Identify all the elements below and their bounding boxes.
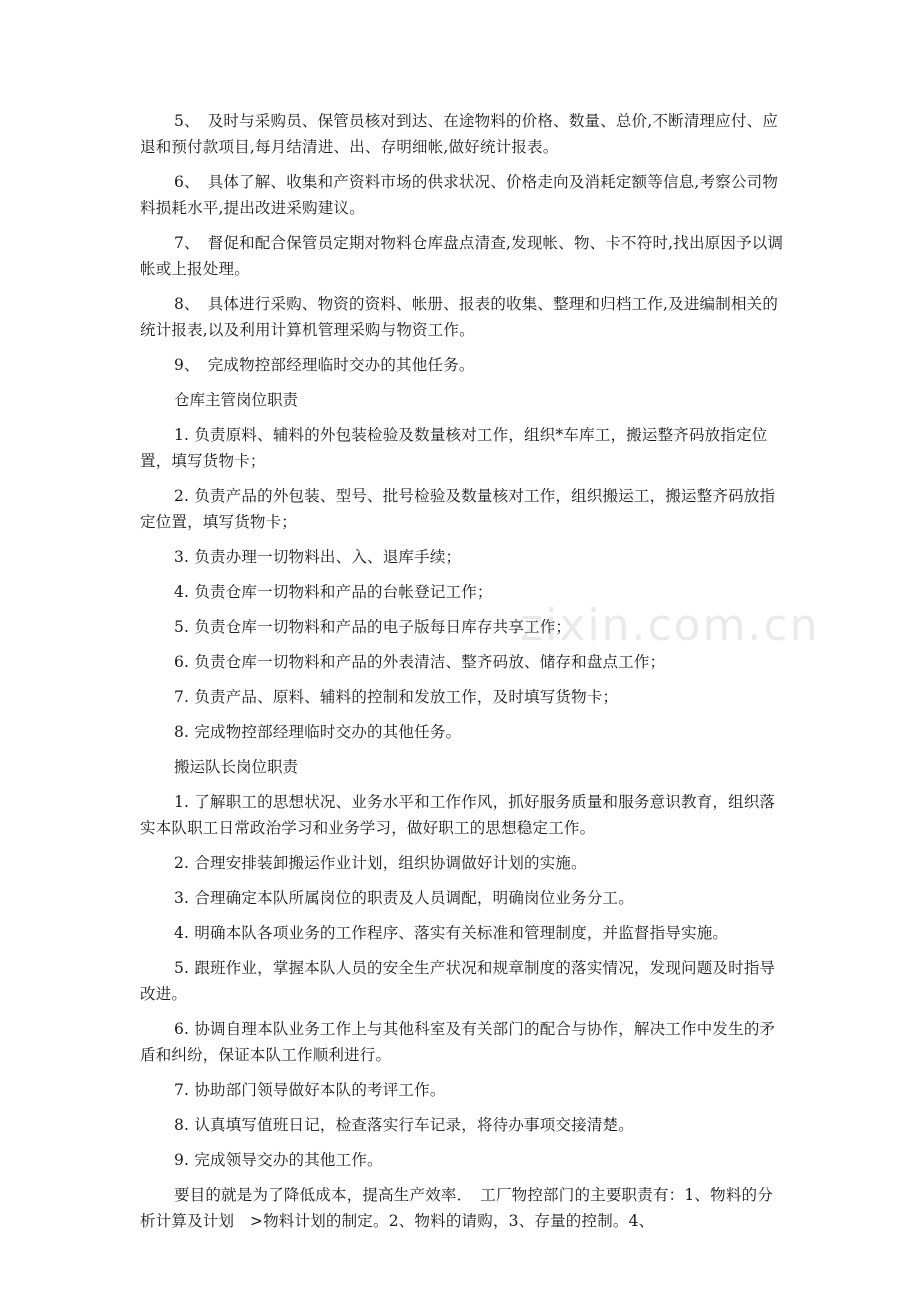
closing-paragraph: 要目的就是为了降低成本，提高生产效率． 工厂物控部门的主要职责有：1、物料的分析计算及计划 >物料计划的制定。2、物料的请购，3、存量的控制。4、 <box>140 1186 773 1230</box>
list-item: 1. 了解职工的思想状况、业务水平和工作作风，抓好服务质量和服务意识教育，组织落实本队职工日常政治学习和业务学习，做好职工的思想稳定工作。 <box>140 793 776 837</box>
list-item: 2. 合理安排装卸搬运作业计划，组织协调做好计划的实施。 <box>174 854 587 872</box>
section-title: 搬运队长岗位职责 <box>174 758 299 776</box>
list-item: 5. 跟班作业，掌握本队人员的安全生产状况和规章制度的落实情况，发现问题及时指导改进。 <box>140 959 776 1003</box>
document-body <box>140 108 788 1243</box>
list-item: 6. 协调自理本队业务工作上与其他科室及有关部门的配合与协作，解决工作中发生的矛盾和纠纷，保证本队工作顺利进行。 <box>140 1020 776 1064</box>
list-item: 4. 明确本队各项业务的工作程序、落实有关标准和管理制度，并监督指导实施。 <box>174 924 729 942</box>
list-item: 2. 负责产品的外包装、型号、批号检验及数量核对工作，组织搬运工，搬运整齐码放指定位置，填写货物卡； <box>140 487 776 531</box>
section-porter-team-leader <box>140 754 788 1173</box>
list-item: 4. 负责仓库一切物料和产品的台帐登记工作； <box>174 583 493 601</box>
list-item: 3. 合理确定本队所属岗位的职责及人员调配，明确岗位业务分工。 <box>174 889 634 907</box>
list-item: 3. 负责办理一切物料出、入、退库手续； <box>174 548 462 566</box>
list-item: 8. 认真填写值班日记，检查落实行车记录，将待办事项交接清楚。 <box>174 1116 634 1134</box>
section-warehouse-supervisor <box>140 387 788 745</box>
list-item: 8、 具体进行采购、物资的资料、帐册、报表的收集、整理和归档工作,及进编制相关的统计报表,以及利用计算机管理采购与物资工作。 <box>140 295 779 339</box>
section-title: 仓库主管岗位职责 <box>174 391 299 409</box>
list-item: 5. 负责仓库一切物料和产品的电子版每日库存共享工作； <box>174 618 572 636</box>
list-item: 5、 及时与采购员、保管员核对到达、在途物料的价格、数量、总价,不断清理应付、应退和预付款项目,每月结清进、出、存明细帐,做好统计报表。 <box>140 112 779 156</box>
list-item: 9、 完成物控部经理临时交办的其他任务。 <box>174 356 475 374</box>
list-item: 1. 负责原料、辅料的外包装检验及数量核对工作，组织*车库工，搬运整齐码放指定位置，填写货物卡； <box>140 426 768 470</box>
list-item: 9. 完成领导交办的其他工作。 <box>174 1151 383 1169</box>
list-item: 7、 督促和配合保管员定期对物料仓库盘点清查,发现帐、物、卡不符时,找出原因予以调帐或上报处理。 <box>140 234 784 278</box>
list-item: 6、 具体了解、收集和产资料市场的供求状况、价格走向及消耗定额等信息,考察公司物料损耗水平,提出改进采购建议。 <box>140 173 779 217</box>
list-item: 7. 协助部门领导做好本队的考评工作。 <box>174 1081 446 1099</box>
watermark: zixin.com.cn <box>520 600 820 651</box>
list-item: 8. 完成物控部经理临时交办的其他任务。 <box>174 723 462 741</box>
list-item: 6. 负责仓库一切物料和产品的外表清洁、整齐码放、储存和盘点工作； <box>174 653 666 671</box>
list-item: 7. 负责产品、原料、辅料的控制和发放工作，及时填写货物卡； <box>174 688 619 706</box>
section-purchasing-duties <box>140 108 788 378</box>
